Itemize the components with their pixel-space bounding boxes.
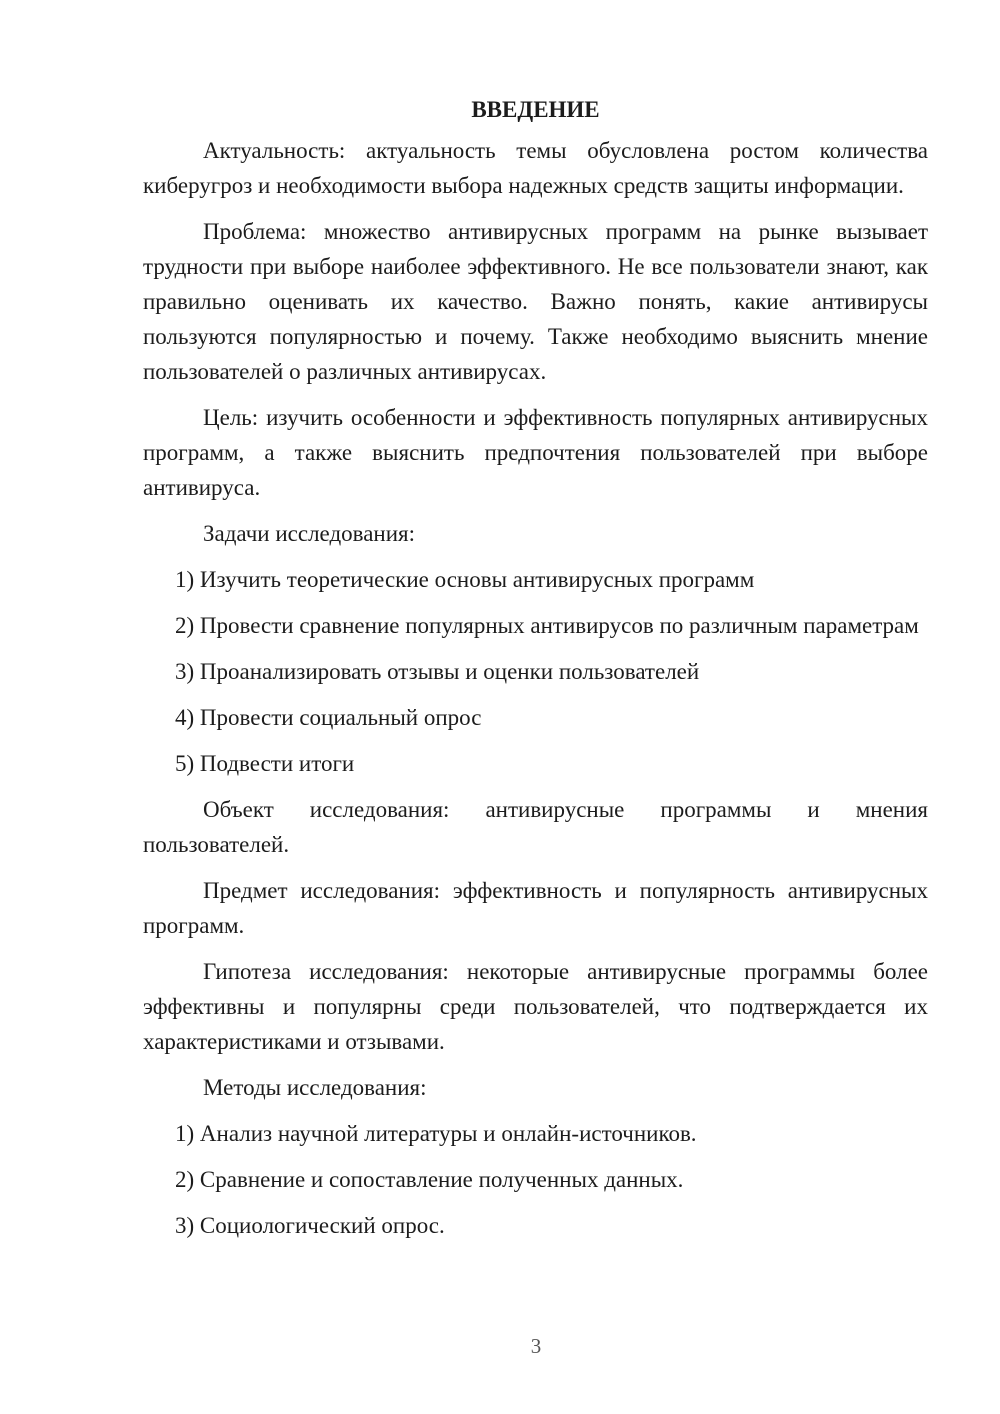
method-item: 3) Социологический опрос.: [175, 1213, 445, 1238]
section-heading: ВВЕДЕНИЕ: [471, 97, 600, 122]
task-item: 2) Провести сравнение популярных антивирусов по различным параметрам: [175, 613, 919, 638]
hypothesis-paragraph: Гипотеза исследования: некоторые антивирусные программы более эффективны и популярны среди пользователей, что подтверждается их характеристиками и отзывами.: [143, 959, 928, 1054]
problem-paragraph: Проблема: множество антивирусных программ на рынке вызывает трудности при выборе наиболее эффективного. Не все пользователи знают, как правильно оценивать их качество. Важно понять, какие антивирусы пользуются популярностью и почему. Также необходимо выяснить мнение пользователей о различных антивирусах.: [143, 219, 928, 384]
method-item: 2) Сравнение и сопоставление полученных данных.: [175, 1167, 684, 1192]
subject-paragraph: Предмет исследования: эффективность и популярность антивирусных программ.: [143, 878, 928, 938]
goal-paragraph: Цель: изучить особенности и эффективность популярных антивирусных программ, а также выяснить предпочтения пользователей при выборе антивируса.: [143, 405, 928, 500]
relevance-paragraph: Актуальность: актуальность темы обусловлена ростом количества киберугроз и необходимости выбора надежных средств защиты информации.: [143, 138, 928, 198]
methods-title: Методы исследования:: [203, 1075, 427, 1100]
task-item: 1) Изучить теоретические основы антивирусных программ: [175, 567, 755, 592]
document-page: [143, 92, 928, 1254]
page-number: 3: [530, 1334, 542, 1358]
tasks-title: Задачи исследования:: [203, 521, 416, 546]
method-item: 1) Анализ научной литературы и онлайн-источников.: [175, 1121, 697, 1146]
task-item: 5) Подвести итоги: [175, 751, 355, 776]
task-item: 3) Проанализировать отзывы и оценки пользователей: [175, 659, 700, 684]
task-item: 4) Провести социальный опрос: [175, 705, 482, 730]
object-paragraph: Объект исследования: антивирусные программы и мнения пользователей.: [143, 797, 928, 857]
